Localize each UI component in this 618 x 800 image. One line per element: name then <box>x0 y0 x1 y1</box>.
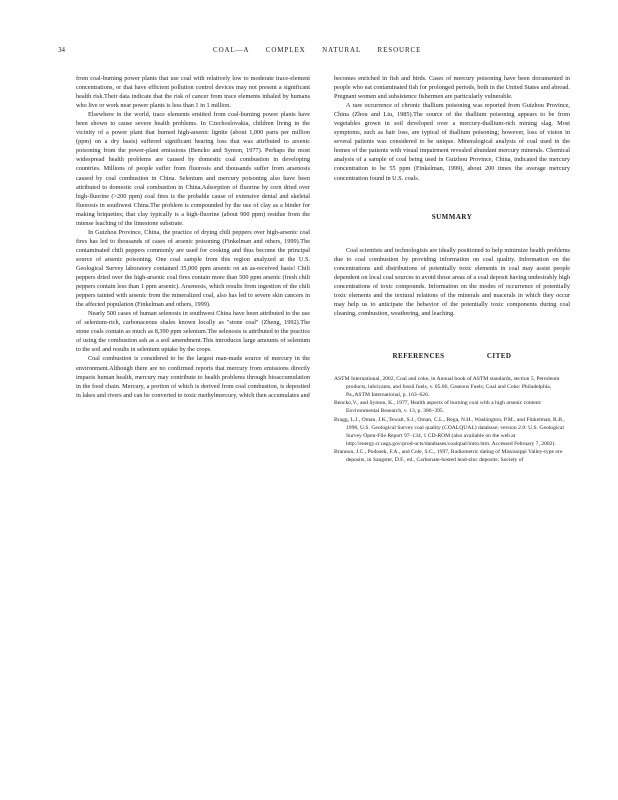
left-paragraph-3: In Guizhou Province, China, the practice of drying chili peppers over high-arsenic coal fires has led to thousands of cases of arsenic poisoning (Finkelman and others, 1999).The contaminated chili peppers commonly are used for cooking and thus become the principal source of arsenic poisoning. One coal sample from this region analyzed at the U.S. Geological Survey laboratory contained 35,000 ppm arsenic on an as-received basis! Chili peppers dried over the high-arsenic coal fires contain more than 500 ppm arsenic (fresh chili peppers contain less than 1 ppm arsenic). Arsenosis, which results from ingestion of the chili peppers tainted with arsenic from the mineralized coal, also has led to severe skin cancers in the affected population (Finkelman and others, 1999). <box>76 228 310 309</box>
left-paragraph-2: Elsewhere in the world, trace elements emitted from coal-burning power plants have been shown to cause severe health problems. In Czechoslovakia, children living in the vicinity of a power plant that burned high-arsenic lignite (about 1,000 parts per million (ppm) on a dry basis) suffered significant hearing loss that was attributed to arsenic poisoning from the power-plant emissions (Bencko and Symon, 1977). Perhaps the most widespread health problems are caused by domestic coal combustion in developing countries. Millions of people suffer from fluorosis and thousands suffer from arsenosis caused by coal combustion in China. Selenium and mercury poisoning also have been attributed to domestic coal combustion in China.Adsorption of fluorine by corn dried over high-fluorine (>200 ppm) coal fires is the probable cause of extensive dental and skeletal fluorosis in southwest China.The problem is compounded by the use of clay as a binder for making briquettes; that clay typically is a high-fluorine (about 900 ppm) residue from the intense leaching of the limestone substrate. <box>76 111 310 227</box>
right-paragraph-2: A rare occurrence of chronic thallium poisoning was reported from Guizhou Province, China (Zhou and Liu, 1985).The source of the thallium poisoning appears to be from vegetables grown in soil developed over a mercury-thallium-rich mining slag. Most symptoms, such as hair loss, are typical of thallium poisoning; however, loss of vision in several patients was considered to be unique. Mineralogical analysis of coal used in the homes of the patients with visual impairment revealed abundant mercury minerals. Chemical analysis of a sample of coal being used in Guizhou Province, China, indicated the mercury concentration to be 55 ppm (Finkelman, 1999), about 200 times the average mercury concentration found in U.S. coals. <box>334 102 570 182</box>
summary-paragraph: Coal scientists and technologists are ideally positioned to help minimize health problems due to coal combustion by providing information on coal quality. Information on the concentrations and distributions of potentially toxic elements in coal may assist people dependent on local coal sources to avoid those areas of a coal deposit having undesirably high concentrations of toxic compounds. Information on the modes of occurrence of potentially toxic elements and the textural relations of the minerals and macerals in which they occur may help us to anticipate the behavior of the potentially toxic components during coal cleaning, combustion, weathering, and leaching. <box>334 246 570 317</box>
left-paragraph-1: from coal-burning power plants that use coal with relatively low to moderate trace-element concentrations, or that have efficient pollution control devices may not present a significant health risk.Their data indicate that the risk of cancer from trace elements inhaled by humans who live or work near power plants is less than 1 in 1 million. <box>76 75 310 110</box>
right-paragraph-1: becomes enriched in fish and birds. Cases of mercury poisoning have been documented in people who eat contaminated fish for prolonged periods, both in the United States and abroad. Pregnant women and subsistence fishermen are particularly vulnerable. <box>334 75 570 101</box>
running-title: COAL—A COMPLEX NATURAL RESOURCE <box>213 46 422 54</box>
reference-entry: ASTM International, 2002, Coal and coke, in Annual book of ASTM standards, section 5, Petroleum products, lubricants, and fossil fuels, v. 05.06, Gaseous Fuels; Coal and Coke: Philadelphia, Pa.,ASTM International, p. 163–626. <box>334 376 560 399</box>
page-header <box>58 46 578 58</box>
summary-heading: SUMMARY <box>431 212 473 221</box>
references-heading: REFERENCES CITED <box>392 351 512 360</box>
reference-entry: Brannon, J.C., Podosek, F.A., and Cole, S.C., 1997, Radiometric dating of Mississippi Valley-type ore deposits, in Sangster, D.F., ed., Carbonate-hosted lead-zinc deposits: Society of <box>334 448 563 463</box>
page-number: 34 <box>58 46 65 54</box>
reference-entry: Bragg, L.J., Oman, J.K.,Tewalt, S.J., Oman, C.L., Rega, N.H., Washington, P.M., and Finkelman, R.B., 1998, U.S. Geological Survey coal quality (COALQUAL) database; version 2.0: U.S. Geological Survey Open-File Report 97–134, 1 CD-ROM (also available on the web at http://energy.cr.usgs.gov/prod-ucts/databases/coalqual/intro.htm. Accessed February 7, 2002). <box>334 416 565 447</box>
left-column <box>76 74 310 400</box>
left-paragraph-5: Coal combustion is considered to be the largest man-made source of mercury in the environment.Although there are no confirmed reports that mercury from emissions directly impacts human health, mercury may contribute to health problems through bioaccumulation in the food chain. Mercury, a portion of which is derived from coal combustion, is deposited in lakes and rivers and can be converted to toxic methylmercury, which then accumulates and <box>76 355 310 399</box>
right-column <box>334 74 570 464</box>
left-paragraph-4: Nearly 500 cases of human selenosis in southwest China have been attributed to the use of selenium-rich, carbonaceous shales known locally as "stone coal" (Zheng, 1992).The stone coals contain as much as 8,390 ppm selenium.The selenosis is attributed to the practice of using the combustion ash as a soil amendment.This introduces large amounts of selenium to the soil and results in selenium uptake by the crops. <box>76 310 310 354</box>
reference-entry: Bencko,V., and Symon, K., 1977, Health aspects of burning coal with a high arsenic content: Environmental Research, v. 13, p. 386–395. <box>334 400 542 415</box>
